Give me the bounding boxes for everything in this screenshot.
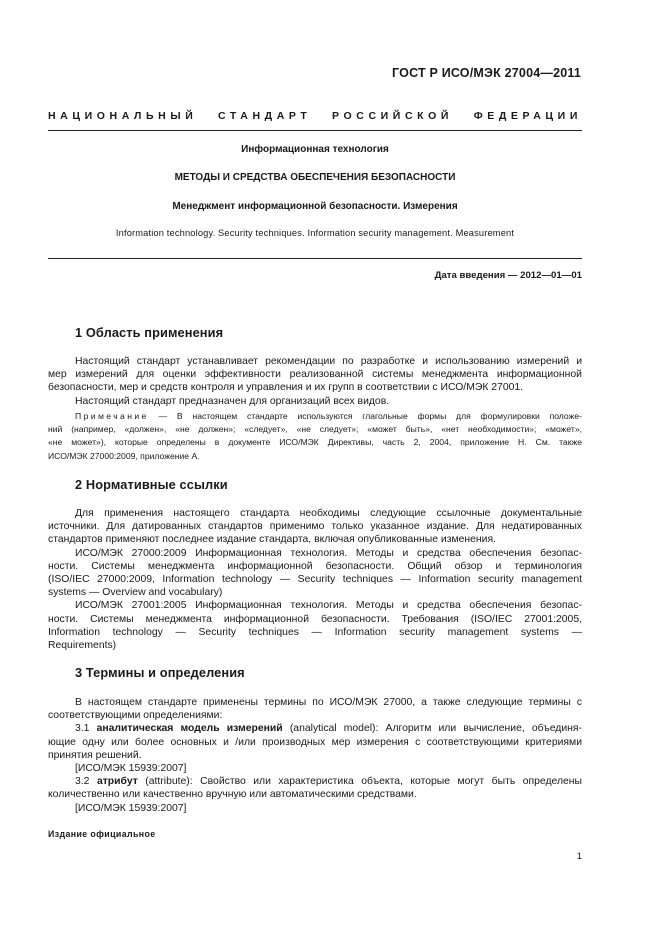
text-line: источники. Для датированных стандартов применимо только указанное издание. Для недатированных (48, 521, 582, 533)
term-definition: (attribute): Свойство или характеристика объекта, которые могут быть определены (137, 776, 582, 788)
text-line: В настоящем стандарте применены термины по ИСО/МЭК 27000, а также следующие термины с (75, 697, 582, 708)
text-line: Для применения настоящего стандарта необходимы следующие ссылочные документальные (75, 508, 582, 519)
section-1-title: 1 Область применения (75, 325, 224, 340)
text-line: Настоящий стандарт устанавливает рекомендации по разработке и использованию измерений и (75, 356, 582, 367)
text-line: Information technology — Security techniques — Information security management systems — (48, 626, 582, 638)
term-number: 3.1 (75, 723, 97, 735)
section-1-note (48, 410, 582, 463)
text-line: стандартов применяют последнее издание стандарта, включая опубликованные изменения. (48, 534, 496, 546)
text-line: мер измерений для оценки эффективности реализованной системы менеджмента информационной (48, 369, 582, 381)
term-name: аналитическая модель измерений (96, 723, 283, 735)
banner-word: РОССИЙСКОЙ (332, 110, 454, 122)
section-3-body (48, 696, 582, 815)
term-number: 3.2 (75, 776, 97, 788)
text-line: Requirements) (48, 640, 117, 652)
note-line: «не может»), которые определены в документе ИСО/МЭК Директивы, часть 2, 2004, приложение Н. См. также (48, 437, 582, 448)
note-line: ИСО/МЭК 27000:2009, приложение А. (48, 450, 200, 461)
text-line: Настоящий стандарт предназначен для организаций всех видов. (75, 395, 390, 407)
section-2-body (48, 507, 582, 652)
term-name: атрибут (96, 776, 138, 788)
title-line-2: МЕТОДЫ И СРЕДСТВА ОБЕСПЕЧЕНИЯ БЕЗОПАСНОСТИ (174, 172, 456, 183)
section-2-title: 2 Нормативные ссылки (75, 477, 228, 492)
term-source: [ИСО/МЭК 15939:2007] (75, 763, 187, 775)
note-text: — В настоящем стандарте используются глагольные формы для формулировки положе- (148, 411, 582, 421)
note-label: Примечание (75, 411, 149, 421)
term-3-2-line (48, 775, 582, 788)
page-number: 1 (576, 851, 582, 862)
text-line: systems — Overview and vocabulary) (48, 587, 223, 599)
text-line: ИСО/МЭК 27000:2009 Информационная технология. Методы и средства обеспечения безопас- (75, 547, 582, 559)
title-rule (48, 258, 582, 259)
title-english: Information technology. Security techniques. Information security management. Measurement (115, 228, 515, 238)
term-definition: (analytical model): Алгоритм или вычисление, объединя- (282, 723, 582, 735)
banner-word: ФЕДЕРАЦИИ (473, 110, 582, 122)
banner-word: НАЦИОНАЛЬНЫЙ (48, 110, 198, 122)
text-line: количественно или качественно вручную или автоматическими средствами. (48, 789, 417, 801)
text-line: соответствующими определениями: (48, 710, 223, 722)
text-line: (ISO/IEC 27000:2009, Information technology — Security techniques — Information security management (48, 574, 582, 586)
text-line: ИСО/МЭК 27001:2005 Информационная технология. Методы и средства обеспечения безопас- (75, 600, 582, 612)
text-line: ности. Системы менеджмента информационной безопасности. Требования (ISO/IEC 27001:2005, (48, 613, 582, 625)
term-source: [ИСО/МЭК 15939:2007] (75, 802, 187, 814)
national-standard-banner (48, 110, 582, 122)
header-rule (48, 130, 582, 131)
banner-word: СТАНДАРТ (218, 110, 312, 122)
text-line: принятия решений. (48, 749, 142, 761)
text-line: ющие одну или более основных и /или производных мер измерения с соответствующими критериями (48, 736, 582, 748)
title-line-3: Менеджмент информационной безопасности. Измерения (172, 201, 458, 212)
text-line: ности. Системы менеджмента информационной безопасности. Общий обзор и терминология (48, 560, 582, 572)
section-1-paragraph (48, 355, 582, 408)
title-line-1: Информационная технология (241, 144, 389, 155)
note-line (48, 410, 582, 423)
term-3-1-line (48, 722, 582, 735)
edition-label: Издание официальное (48, 829, 156, 839)
gost-code: ГОСТ Р ИСО/МЭК 27004—2011 (392, 66, 581, 80)
text-line: безопасности, мер и средств контроля и управления и их групп в соответствии с ИСО/МЭК 27001. (48, 382, 524, 394)
note-line: ний (например, «должен», «не должен»; «следует», «не следует»; «может быть», «нет необходимости»; «может», (48, 424, 582, 435)
section-3-title: 3 Термины и определения (75, 665, 245, 680)
introduction-date: Дата введения — 2012—01—01 (434, 270, 582, 281)
